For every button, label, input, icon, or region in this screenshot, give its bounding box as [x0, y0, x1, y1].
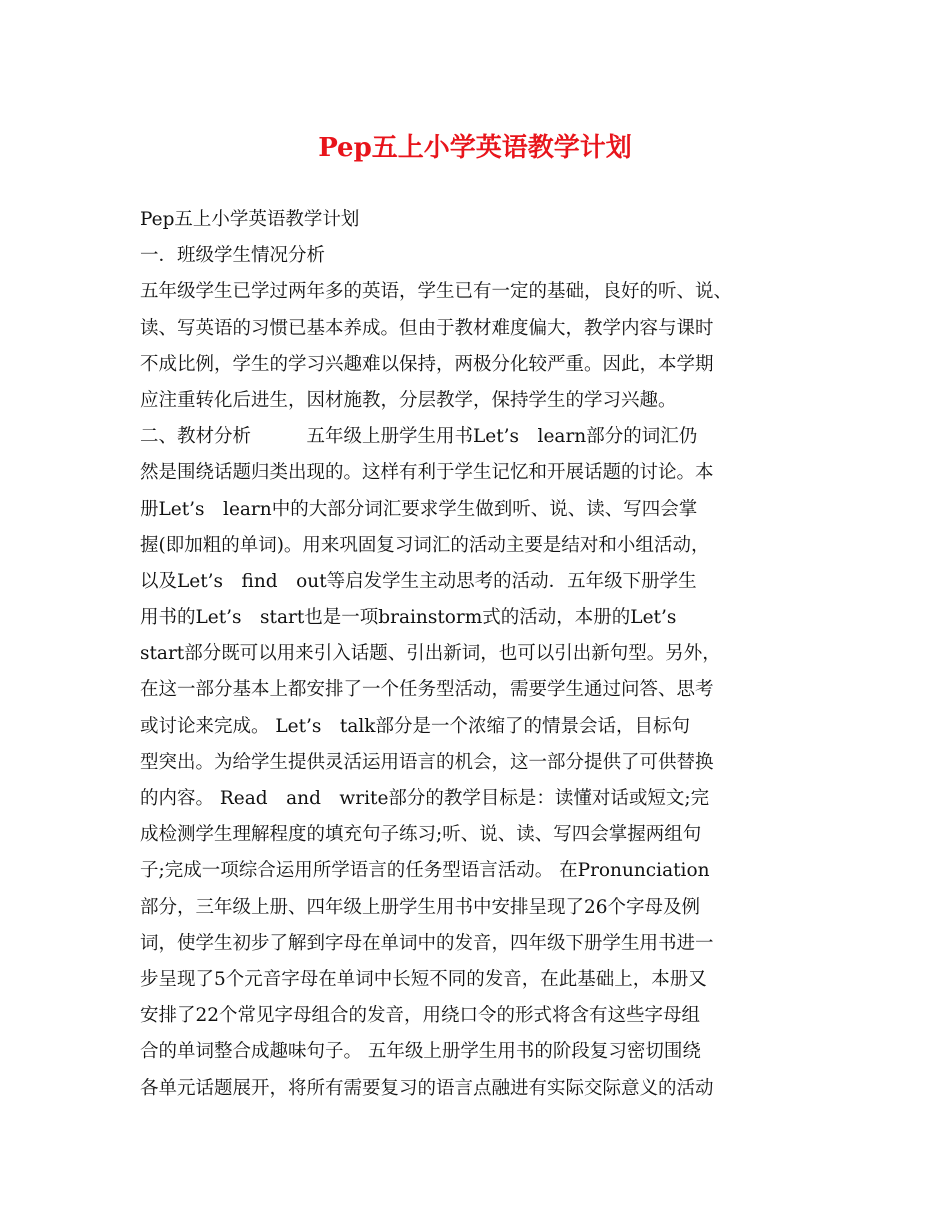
body-line: 的内容。 Read and write部分的教学目标是：读懂对话或短文;完	[140, 788, 710, 809]
body-line: 不成比例，学生的学习兴趣难以保持，两极分化较严重。因此，本学期	[140, 353, 714, 375]
body-line: 步呈现了5个元音字母在单词中长短不同的发音，在此基础上，本册又	[140, 968, 707, 990]
body-line: 五年级学生已学过两年多的英语，学生已有一定的基础，良好的听、说、	[140, 281, 733, 303]
body-line: 词，使学生初步了解到字母在单词中的发音，四年级下册学生用书进一	[140, 932, 714, 954]
body-line: 部分，三年级上册、四年级上册学生用书中安排呈现了26个字母及例	[140, 896, 701, 918]
body-line: 然是围绕话题归类出现的。这样有利于学生记忆和开展话题的讨论。本	[140, 462, 714, 484]
body-line: 用书的Let’s start也是一项brainstorm式的活动，本册的Let’s	[140, 607, 677, 629]
body-line: 合的单词整合成趣味句子。 五年级上册学生用书的阶段复习密切围绕	[140, 1041, 701, 1063]
body-line: 以及Let’s find out等启发学生主动思考的活动．五年级下册学生	[140, 570, 697, 592]
body-line: 读、写英语的习惯已基本养成。但由于教材难度偏大，教学内容与课时	[140, 317, 714, 339]
body-line: 册Let’s learn中的大部分词汇要求学生做到听、说、读、写四会掌	[140, 498, 698, 520]
body-line: 成检测学生理解程度的填充句子练习;听、说、读、写四会掌握两组句	[140, 824, 702, 846]
document-body	[140, 202, 830, 1107]
body-line: 握(即加粗的单词)。用来巩固复习词汇的活动主要是结对和小组活动，	[140, 534, 710, 556]
body-line: 子;完成一项综合运用所学语言的任务型语言活动。 在Pronunciation	[140, 860, 710, 882]
body-line: 型突出。为给学生提供灵活运用语言的机会，这一部分提供了可供替换	[140, 751, 714, 773]
body-line: 在这一部分基本上都安排了一个任务型活动，需要学生通过问答、思考	[140, 679, 714, 701]
document-title: Pep五上小学英语教学计划	[318, 133, 632, 163]
body-line: 各单元话题展开，将所有需要复习的语言点融进有实际交际意义的活动	[140, 1077, 714, 1099]
body-line: 或讨论来完成。 Let’s talk部分是一个浓缩了的情景会话，目标句	[140, 715, 691, 737]
body-line: Pep五上小学英语教学计划	[140, 209, 360, 230]
body-line: 应注重转化后进生，因材施教，分层教学，保持学生的学习兴趣。	[140, 389, 677, 411]
body-line: 二、教材分析 五年级上册学生用书Let’s learn部分的词汇仍	[140, 426, 698, 448]
body-line: 安排了22个常见字母组合的发音，用绕口令的形式将含有这些字母组	[140, 1005, 701, 1027]
body-line: start部分既可以用来引入话题、引出新词，也可以引出新句型。另外，	[140, 643, 721, 665]
body-line: 一．班级学生情况分析	[140, 245, 326, 267]
